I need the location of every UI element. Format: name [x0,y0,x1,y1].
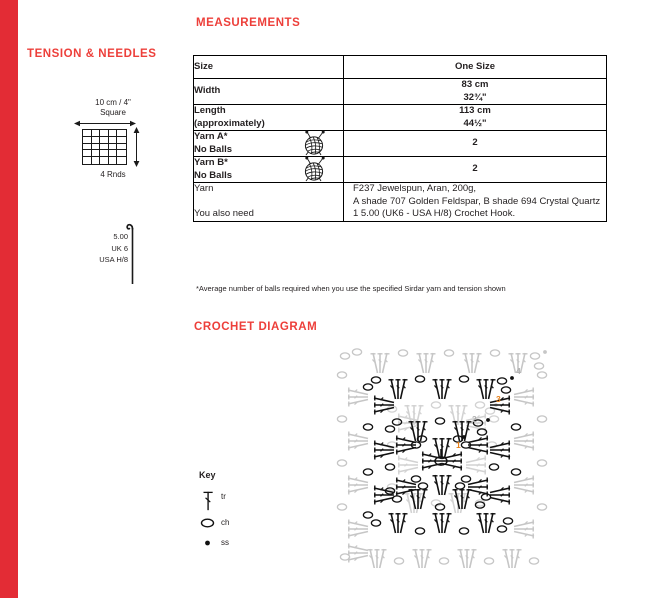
chain-stitch-icon [199,514,219,536]
row-label-sub: No Balls [194,169,233,181]
crochet-hook-icon [123,222,139,284]
row-value-cell [344,56,607,79]
table-row [194,183,607,222]
row-label: Length [194,105,226,116]
table-row [194,105,607,131]
row-value-cell [344,105,607,131]
key-title: Key [199,470,216,480]
row-value-cell [344,131,607,157]
table-row [194,157,607,183]
row-value: 83 cm [461,79,489,90]
key-label-ss: ss [221,538,229,547]
key-label-tr: tr [221,492,226,501]
row-label-sub: No Balls [194,143,233,155]
crochet-diagram-chart [330,345,552,568]
row-label-cell [194,183,344,222]
horizontal-arrow-icon [74,120,136,127]
measurements-heading: MEASUREMENTS [196,17,301,29]
row-value: One Size [454,60,496,72]
row-label-sub: You also need [194,208,254,219]
crochet-key [199,470,289,554]
measurements-table [193,55,607,222]
row-label-cell [194,131,344,157]
row-label-cell [194,56,344,79]
row-value: 2 [472,137,478,149]
key-item-tr [199,490,289,514]
measurements-footnote: *Average number of balls required when you use the specified Sirdar yarn and tension shown [196,284,506,293]
yarn-detail-line2: A shade 707 Golden Feldspar, B shade 694 Crystal Quartz [353,195,601,207]
tension-needles-heading: TENSION & NEEDLES [27,48,157,60]
row-label: Width [194,85,221,97]
tension-swatch-caption [74,98,152,118]
row-value: 2 [472,163,478,175]
slip-stitch-icon [199,534,219,556]
row-value-imperial: 32¾" [463,91,487,103]
page-accent-bar [0,0,18,598]
yarn-detail-line3: 1 5.00 (UK6 - USA H/8) Crochet Hook. [353,208,516,219]
row-value-cell [344,79,607,105]
crochet-hook-block [66,222,156,292]
treble-stitch-icon [199,490,219,512]
round-label-2: 2 [472,414,477,424]
table-row [194,56,607,79]
row-label-sub: (approximately) [194,117,265,129]
row-label-cell [194,79,344,105]
row-value-cell [344,157,607,183]
hook-size-usa: USA H/8 [99,255,128,264]
key-item-ss [199,534,289,554]
row-label: Yarn B* [194,157,228,168]
round-label-3: 3 [496,394,501,404]
tension-caption-line1: 10 cm / 4" [95,98,131,107]
hook-size-uk: UK 6 [111,243,128,253]
yarn-detail-line1: F237 Jewelspun, Aran, 200g, [353,183,477,194]
hook-size-metric: 5.00 [113,232,128,241]
row-value-imperial: 44½" [463,117,487,129]
vertical-arrow-icon [132,127,141,167]
tension-swatch-block [60,98,180,179]
row-value: 113 cm [459,105,491,116]
row-label-cell [194,157,344,183]
round-label-4: 4 [516,366,521,376]
key-item-ch [199,514,289,534]
row-value-cell [344,183,607,222]
table-row [194,131,607,157]
round-label-1: 1 [456,440,461,450]
key-label-ch: ch [221,518,230,527]
tension-square-icon [82,129,127,165]
yarn-ball-icon [299,156,329,184]
row-label: Size [194,60,214,72]
table-row [194,79,607,105]
row-label: Yarn A* [194,131,228,142]
crochet-diagram-heading: CROCHET DIAGRAM [194,321,318,333]
tension-rounds-label: 4 Rnds [100,170,126,179]
yarn-ball-icon [299,130,329,158]
row-label: Yarn [194,183,214,194]
row-label-cell [194,105,344,131]
tension-caption-line2: Square [100,108,126,117]
